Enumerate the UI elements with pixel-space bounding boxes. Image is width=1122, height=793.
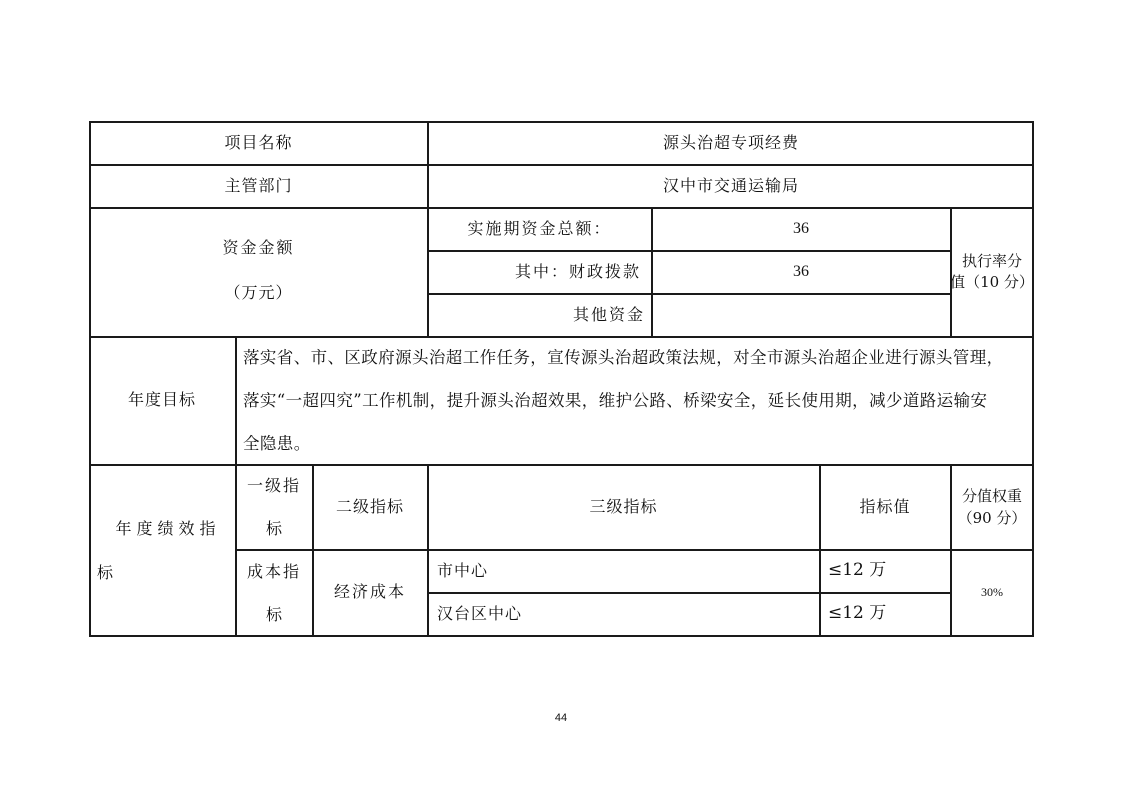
funds-unit: （万元）	[224, 283, 293, 302]
level2-economic-cost: 经济成本	[333, 582, 406, 601]
level1-header-tail: 标	[265, 519, 282, 538]
level1-cost-tail: 标	[265, 605, 282, 624]
performance-table	[89, 121, 1034, 637]
weight-header-line2: （90 分）	[957, 508, 1027, 527]
project-name-label: 项目名称	[224, 132, 293, 152]
execution-rate-line1: 执行率分	[961, 251, 1022, 270]
total-funds-label: 实施期资金总额：	[467, 218, 612, 238]
perf-label: 年度绩效指	[115, 519, 221, 538]
other-funds-value	[652, 293, 950, 336]
fiscal-funds-value: 36	[793, 262, 809, 280]
annual-goal-line-2: 落实“一超四究”工作机制，提升源头治超效果，维护公路、桥梁安全，延长使用期，减少道路运输安	[243, 391, 988, 410]
annual-goal-text	[243, 336, 1004, 465]
table-row-level3: 市中心	[437, 560, 489, 580]
table-row-value: ≤12 万	[828, 560, 887, 580]
level3-header: 三级指标	[589, 496, 658, 516]
execution-rate-cell	[951, 207, 1033, 336]
rule-bottom	[89, 635, 1034, 637]
annual-goal-label: 年度目标	[127, 390, 196, 409]
weight-value: 30%	[981, 585, 1003, 599]
project-name-value: 源头治超专项经费	[662, 132, 799, 152]
other-funds-label: 其他资金	[572, 304, 645, 324]
fiscal-funds-label: 其中：财政拨款	[514, 261, 641, 281]
indicator-value-header: 指标值	[859, 496, 911, 516]
funds-label: 资金金额	[222, 238, 295, 257]
annual-goal-line-1: 落实省、市、区政府源头治超工作任务，宣传源头治超政策法规，对全市源头治超企业进行源头管理，	[243, 348, 1004, 367]
total-funds-value: 36	[793, 219, 809, 237]
weight-header	[951, 464, 1033, 549]
perf-label-tail: 标	[97, 563, 114, 582]
execution-rate-line2: 值（10 分）	[950, 272, 1034, 291]
level1-header: 一级指	[246, 476, 301, 495]
department-label: 主管部门	[224, 175, 293, 195]
table-row-level3: 汉台区中心	[437, 603, 523, 623]
level2-header: 二级指标	[335, 496, 404, 516]
department-value: 汉中市交通运输局	[662, 175, 799, 195]
weight-header-line1: 分值权重	[961, 486, 1022, 505]
table-row-value: ≤12 万	[828, 603, 887, 623]
annual-goal-line-3: 全隐患。	[243, 434, 311, 453]
page-number: 44	[554, 712, 568, 724]
level1-cost: 成本指	[246, 562, 301, 581]
